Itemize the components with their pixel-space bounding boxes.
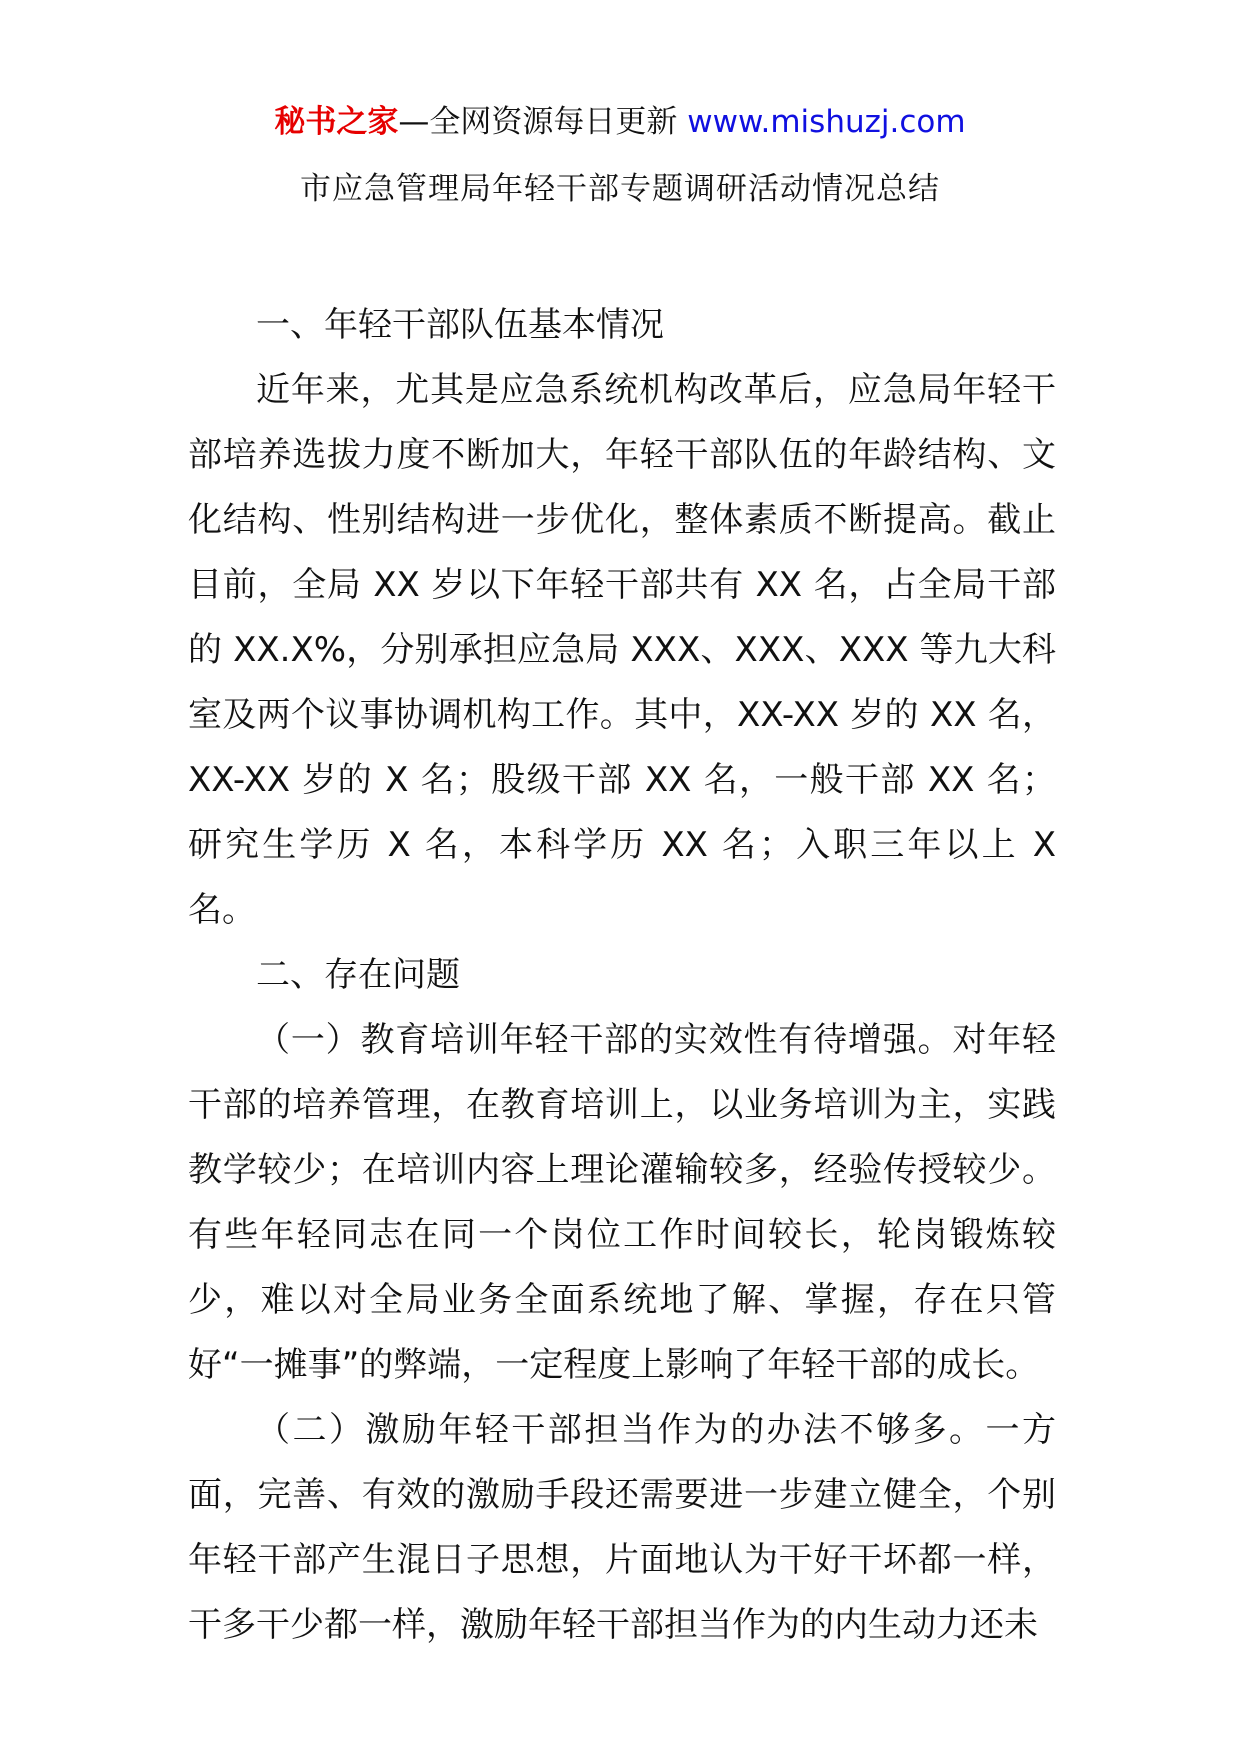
document-title: 市应急管理局年轻干部专题调研活动情况总结 (300, 171, 940, 207)
body-paragraph: （二）激励年轻干部担当作为的办法不够多。一方面，完善、有效的激励手段还需要进一步建立健全，个别年轻干部产生混日子思想，片面地认为干好干坏都一样，干多干少都一样，激励年轻干部担当作为的内生动力还未 (188, 1410, 1056, 1645)
header-slogan: —全网资源每日更新 (398, 104, 688, 140)
site-url-link[interactable]: www.mishuzj.com (687, 104, 966, 140)
document-body (188, 293, 1056, 1658)
brand-name: 秘书之家 (274, 104, 399, 140)
section-heading-1: 一、年轻干部队伍基本情况 (256, 305, 664, 345)
body-paragraph: （一）教育培训年轻干部的实效性有待增强。对年轻干部的培养管理，在教育培训上，以业务培训为主，实践教学较少；在培训内容上理论灌输较多，经验传授较少。有些年轻同志在同一个岗位工作时间较长，轮岗锻炼较少，难以对全局业务全面系统地了解、掌握，存在只管好“一摊事”的弊端，一定程度上影响了年轻干部的成长。 (188, 1020, 1056, 1385)
body-paragraph: 近年来，尤其是应急系统机构改革后，应急局年轻干部培养选拔力度不断加大，年轻干部队伍的年龄结构、文化结构、性别结构进一步优化，整体素质不断提高。截止目前，全局 XX 岁以下年轻干部共有 XX 名，占全局干部的 XX.X%，分别承担应急局 XXX、XXX、XXX 等九大科室及两个议事协调机构工作。其中，XX-XX 岁的 XX 名，XX-XX 岁的 X 名；股级干部 XX 名，一般干部 XX 名；研究生学历 X 名，本科学历 XX 名；入职三年以上 X 名。 (188, 370, 1056, 930)
section-heading-2: 二、存在问题 (256, 955, 460, 995)
site-header (0, 98, 1240, 146)
